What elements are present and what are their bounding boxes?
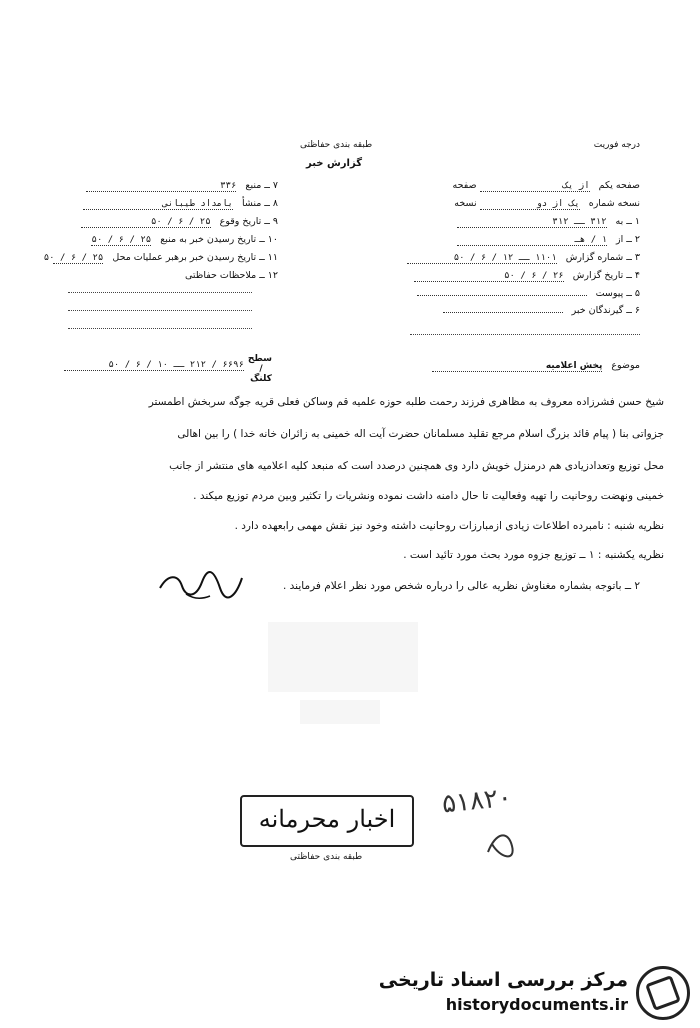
handwritten-signature (156, 568, 246, 604)
field-from: ۲ ــ از ۱ / هـ (457, 234, 640, 248)
body-line: خمینی ونهضت روحانیت را تهیه وفعالیت تا حال دامنه داشت نموده ونشریات را تکثیر وبین مردم توزیع میکند . (193, 490, 664, 502)
field-source: ۷ ــ منبع ۳۳۶ (86, 180, 278, 194)
body-line: شیخ حسن فشرزاده معروف به مظاهری فرزند رحمت طلبه حوزه علمیه قم وساکن فعلی قریه جوگه سربخش اطمستر (148, 396, 664, 408)
field-page: صفحه یکم از یک صفحه (452, 180, 640, 191)
field-attachment: ۵ ــ پیوست (417, 288, 640, 302)
archive-url[interactable]: historydocuments.ir (445, 995, 628, 1014)
field-received-by-source-date: ۱۰ ــ تاریخ رسیدن خبر به منبع ۲۵ / ۶ / ۵۰ (91, 234, 278, 245)
field-occurrence-date: ۹ ــ تاریخ وقوع ۲۵ / ۶ / ۵۰ (81, 216, 278, 230)
faint-stain (268, 622, 418, 692)
stamp-text: اخبار محرمانه (258, 805, 396, 833)
blank-line (68, 310, 252, 311)
field-recipients: ۶ ــ گیرندگان خبر (443, 305, 640, 319)
body-line: محل توزیع وتعدادزیادی هم درمنزل خویش دارد وی همچنین درصدد است که منبعد کلیه اعلامیه های منتشر از جانب (169, 460, 664, 472)
subject-line (432, 360, 640, 374)
subject-value: پخش اعلامیه (432, 361, 602, 372)
field-origin: ۸ ــ منشأ بامداد طیبانی (83, 198, 278, 212)
document-title: گزارش خبر (306, 158, 363, 169)
field-to: ۱ ــ به ۳۱۲ ــ ۳۱۲ (457, 216, 640, 230)
confidential-stamp (240, 795, 414, 847)
archive-logo-icon (636, 966, 690, 1020)
field-received-by-operator-date: ۱۱ ــ تاریخ رسیدن خبر برهبر عملیات محل ۲۵ / ۶ / ۵۰ (43, 252, 278, 263)
body-line: نظریه شنبه : نامبرده اطلاعات زیادی ازمبارزات روحانیت داشته وخود نیز نقش مهمی رابعهده دارد . (234, 520, 664, 532)
classification-bottom: طبقه بندی حفاظتی (290, 852, 363, 862)
body-line: ۲ ــ باتوجه بشماره مغناوش نظریه عالی را درباره شخص مورد نظر اعلام فرمایند . (283, 580, 640, 592)
field-copy-number: نسخه شماره یک از دو نسخه (454, 198, 640, 209)
blank-line (410, 334, 640, 335)
body-line: جزواتی بنا ( پیام قائد بزرگ اسلام مرجع تقلید مسلمانان حضرت آیت اله خمینی به زائران خانه خدا ) را بین اهالی (177, 428, 664, 440)
subject-reference: ۶۶۹۶ / ۲۱۲ ــ ۱۰ / ۶ / ۵۰ (64, 360, 244, 371)
field-report-date: ۴ ــ تاریخ گزارش ۲۶ / ۶ / ۵۰ (414, 270, 640, 284)
field-security-notes: ۱۲ ــ ملاحظات حفاظتی (184, 270, 278, 281)
subject-mark: سطح / کلنگ (247, 354, 272, 384)
archive-name: مرکز بررسی اسناد تاریخی (378, 969, 628, 991)
field-report-number: ۳ ــ شماره گزارش ۱۱۰۱ ــ ۱۲ / ۶ / ۵۰ (407, 252, 640, 266)
body-line: نظریه یکشنبه : ۱ ــ توزیع جزوه مورد بحث مورد تائید است . (403, 549, 664, 561)
faint-stain (300, 700, 380, 724)
priority-label: درجه فوریت (593, 140, 640, 150)
blank-line (68, 328, 252, 329)
classification-top: طبقه بندی حفاظتی (300, 140, 373, 150)
handwritten-scribble (482, 822, 522, 862)
subject-label: موضوع (611, 360, 640, 371)
handwritten-number: ۵۱۸۲۰ (440, 782, 514, 820)
blank-line (68, 292, 252, 293)
